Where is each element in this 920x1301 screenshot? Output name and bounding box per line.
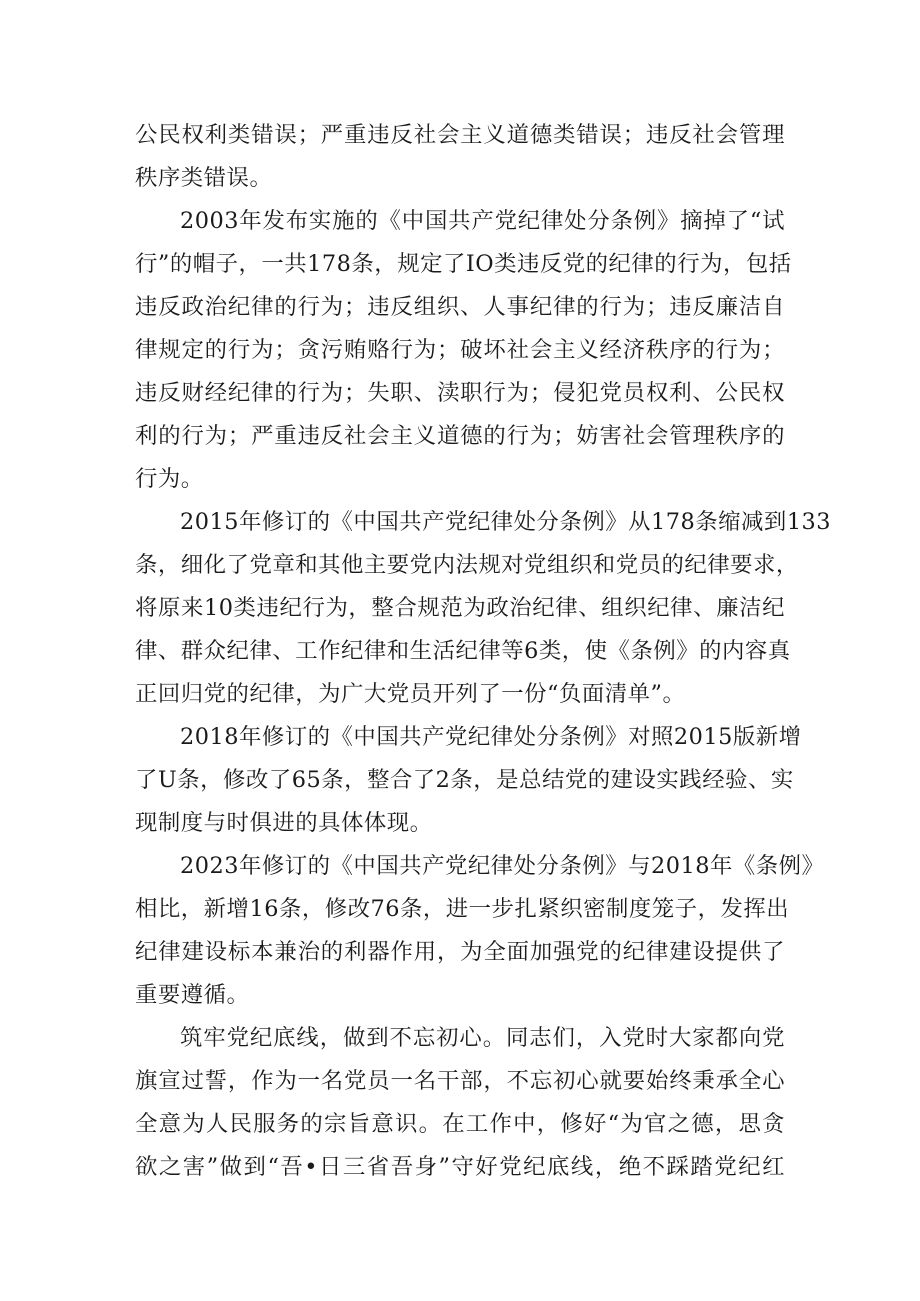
text-line: 违反财经纪律的行为；失职、渎职行为；侵犯党员权利、公民权 (135, 380, 785, 406)
text-line: 律、群众纪律、工作纪律和生活纪律等6类，使《条例》的内容真 (135, 638, 791, 664)
text-line: 将原来10类违纪行为，整合规范为政治纪律、组织纪律、廉洁纪 (135, 595, 785, 621)
text-line: 秩序类错误。 (135, 165, 273, 191)
text-line: 行为。 (135, 466, 204, 492)
text-line: 公民权利类错误；严重违反社会主义道德类错误；违反社会管理 (135, 122, 785, 148)
text-line: 正回归党的纪律，为广大党员开列了一份“负面清单”。 (135, 681, 686, 707)
text-line: 条，细化了党章和其他主要党内法规对党组织和党员的纪律要求， (135, 552, 799, 578)
text-line: 重要遵循。 (135, 982, 250, 1008)
text-line: 违反政治纪律的行为；违反组织、人事纪律的行为；违反廉洁自 (135, 294, 785, 320)
text-line: 纪律建设标本兼治的利器作用，为全面加强党的纪律建设提供了 (135, 939, 785, 965)
text-line: 利的行为；严重违反社会主义道德的行为；妨害社会管理秩序的 (135, 423, 785, 449)
text-line: 相比，新增16条，修改76条，进一步扎紧织密制度笼子，发挥出 (135, 896, 790, 922)
text-line: 旗宣过誓，作为一名党员一名干部，不忘初心就要始终秉承全心 (135, 1068, 785, 1094)
text-line: 了U条，修改了65条，整合了2条，是总结党的建设实践经验、实 (135, 767, 794, 793)
paragraph-first-line: 2023年修订的《中国共产党纪律处分条例》与2018年《条例》 (180, 853, 825, 879)
paragraph-first-line: 2003年发布实施的《中国共产党纪律处分条例》摘掉了“试 (180, 208, 785, 234)
text-line: 全意为人民服务的宗旨意识。在工作中，修好“为官之德，思贪 (135, 1111, 785, 1137)
paragraph-first-line: 筑牢党纪底线，做到不忘初心。同志们，入党时大家都向党 (180, 1025, 785, 1051)
text-line: 行”的帽子，一共178条，规定了IO类违反党的纪律的行为，包括 (135, 251, 792, 277)
text-line: 律规定的行为；贪污贿赂行为；破坏社会主义经济秩序的行为； (135, 337, 785, 363)
text-line: 现制度与时俱进的具体体现。 (135, 810, 433, 836)
paragraph-first-line: 2018年修订的《中国共产党纪律处分条例》对照2015版新增 (180, 724, 802, 750)
paragraph-first-line: 2015年修订的《中国共产党纪律处分条例》从178条缩减到133 (180, 509, 832, 535)
text-line: 欲之害”做到“吾•日三省吾身”守好党纪底线，绝不踩踏党纪红 (135, 1154, 785, 1180)
